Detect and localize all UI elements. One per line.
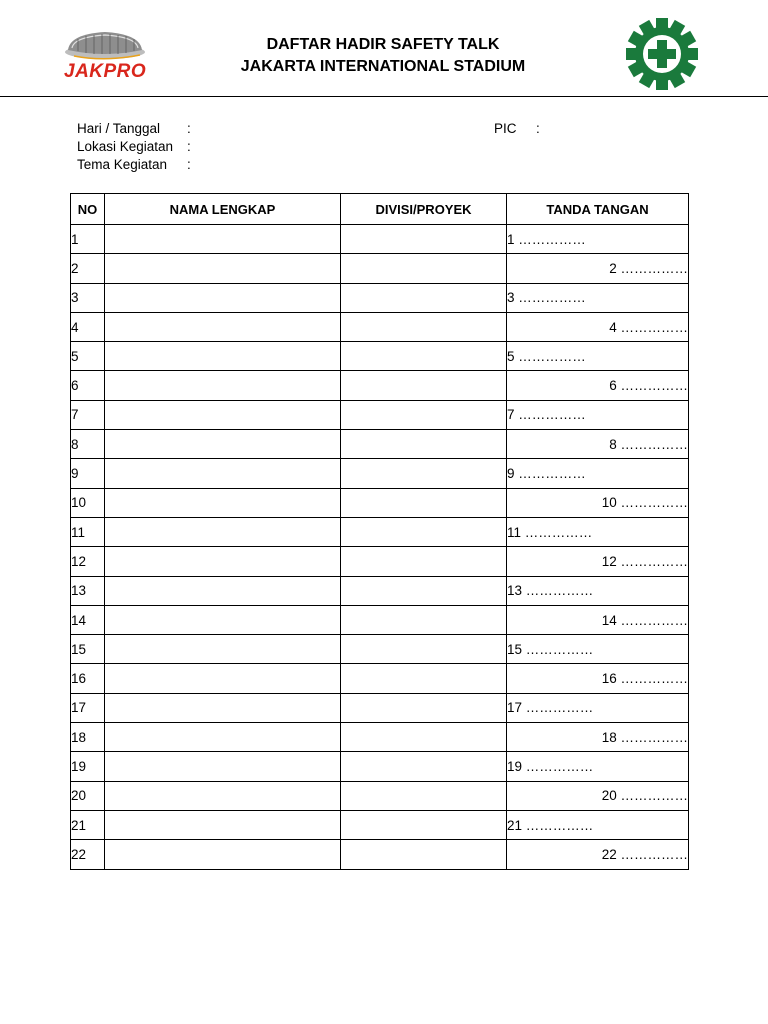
table-row	[71, 605, 689, 634]
row-number: 4	[71, 312, 105, 341]
divisi-proyek-cell[interactable]	[341, 781, 507, 810]
divisi-proyek-cell[interactable]	[341, 810, 507, 839]
nama-lengkap-cell[interactable]	[105, 840, 341, 869]
table-row	[71, 459, 689, 488]
table-row	[71, 283, 689, 312]
nama-lengkap-cell[interactable]	[105, 283, 341, 312]
nama-lengkap-cell[interactable]	[105, 225, 341, 254]
divisi-proyek-cell[interactable]	[341, 312, 507, 341]
divisi-proyek-cell[interactable]	[341, 517, 507, 546]
table-row	[71, 547, 689, 576]
table-row	[71, 430, 689, 459]
header-divisi-proyek: DIVISI/PROYEK	[341, 194, 507, 225]
tanda-tangan-cell[interactable]: 4 ……………	[507, 312, 689, 341]
nama-lengkap-cell[interactable]	[105, 342, 341, 371]
table-row	[71, 225, 689, 254]
row-number: 19	[71, 752, 105, 781]
divisi-proyek-cell[interactable]	[341, 576, 507, 605]
nama-lengkap-cell[interactable]	[105, 459, 341, 488]
divisi-proyek-cell[interactable]	[341, 254, 507, 283]
title-line-1: DAFTAR HADIR SAFETY TALK	[266, 36, 500, 53]
info-right-block	[494, 120, 614, 138]
tanda-tangan-cell[interactable]: 11 ……………	[507, 517, 689, 546]
nama-lengkap-cell[interactable]	[105, 517, 341, 546]
divisi-proyek-cell[interactable]	[341, 547, 507, 576]
k3-safety-logo	[626, 18, 698, 90]
row-number: 6	[71, 371, 105, 400]
row-number: 18	[71, 723, 105, 752]
divisi-proyek-cell[interactable]	[341, 371, 507, 400]
tanda-tangan-cell[interactable]: 20 ……………	[507, 781, 689, 810]
row-number: 3	[71, 283, 105, 312]
tanda-tangan-cell[interactable]: 16 ……………	[507, 664, 689, 693]
table-body	[71, 225, 689, 870]
table-row	[71, 723, 689, 752]
nama-lengkap-cell[interactable]	[105, 371, 341, 400]
document-title	[170, 34, 596, 78]
nama-lengkap-cell[interactable]	[105, 547, 341, 576]
table-row	[71, 840, 689, 869]
nama-lengkap-cell[interactable]	[105, 400, 341, 429]
tanda-tangan-cell[interactable]: 13 ……………	[507, 576, 689, 605]
nama-lengkap-cell[interactable]	[105, 810, 341, 839]
row-number: 21	[71, 810, 105, 839]
header-divider	[0, 96, 768, 97]
row-number: 11	[71, 517, 105, 546]
nama-lengkap-cell[interactable]	[105, 781, 341, 810]
document-header	[0, 0, 768, 97]
row-number: 13	[71, 576, 105, 605]
hari-tanggal-row	[77, 120, 277, 138]
info-left-block	[77, 120, 277, 174]
tema-label: Tema Kegiatan	[77, 157, 168, 172]
header-tanda-tangan: TANDA TANGAN	[507, 194, 689, 225]
row-number: 15	[71, 635, 105, 664]
tanda-tangan-cell[interactable]: 7 ……………	[507, 400, 689, 429]
row-number: 10	[71, 488, 105, 517]
nama-lengkap-cell[interactable]	[105, 723, 341, 752]
row-number: 9	[71, 459, 105, 488]
table-row	[71, 342, 689, 371]
row-number: 12	[71, 547, 105, 576]
tanda-tangan-cell[interactable]: 17 ……………	[507, 693, 689, 722]
title-line-2: JAKARTA INTERNATIONAL STADIUM	[240, 58, 526, 75]
tema-row	[77, 156, 277, 174]
colon: :	[187, 157, 191, 172]
colon: :	[187, 121, 191, 136]
row-number: 1	[71, 225, 105, 254]
divisi-proyek-cell[interactable]	[341, 430, 507, 459]
table-row	[71, 635, 689, 664]
row-number: 20	[71, 781, 105, 810]
divisi-proyek-cell[interactable]	[341, 283, 507, 312]
row-number: 14	[71, 605, 105, 634]
colon: :	[187, 139, 191, 154]
nama-lengkap-cell[interactable]	[105, 488, 341, 517]
nama-lengkap-cell[interactable]	[105, 605, 341, 634]
tanda-tangan-cell[interactable]: 1 ……………	[507, 225, 689, 254]
nama-lengkap-cell[interactable]	[105, 312, 341, 341]
table-row	[71, 810, 689, 839]
tanda-tangan-cell[interactable]: 10 ……………	[507, 488, 689, 517]
row-number: 8	[71, 430, 105, 459]
divisi-proyek-cell[interactable]	[341, 459, 507, 488]
row-number: 16	[71, 664, 105, 693]
tanda-tangan-cell[interactable]: 8 ……………	[507, 430, 689, 459]
lokasi-label: Lokasi Kegiatan	[77, 139, 174, 154]
table-row	[71, 693, 689, 722]
header-no: NO	[71, 194, 105, 225]
tanda-tangan-cell[interactable]: 22 ……………	[507, 840, 689, 869]
divisi-proyek-cell[interactable]	[341, 664, 507, 693]
divisi-proyek-cell[interactable]	[341, 693, 507, 722]
lokasi-row	[77, 138, 277, 156]
table-row	[71, 576, 689, 605]
table-row	[71, 664, 689, 693]
divisi-proyek-cell[interactable]	[341, 723, 507, 752]
table-row	[71, 752, 689, 781]
row-number: 17	[71, 693, 105, 722]
divisi-proyek-cell[interactable]	[341, 840, 507, 869]
divisi-proyek-cell[interactable]	[341, 635, 507, 664]
nama-lengkap-cell[interactable]	[105, 635, 341, 664]
divisi-proyek-cell[interactable]	[341, 225, 507, 254]
table-row	[71, 517, 689, 546]
jakpro-logo	[60, 26, 150, 84]
table-row	[71, 312, 689, 341]
row-number: 5	[71, 342, 105, 371]
nama-lengkap-cell[interactable]	[105, 430, 341, 459]
pic-label: PIC	[494, 121, 517, 136]
nama-lengkap-cell[interactable]	[105, 576, 341, 605]
header-nama-lengkap: NAMA LENGKAP	[105, 194, 341, 225]
tanda-tangan-cell[interactable]: 19 ……………	[507, 752, 689, 781]
table-row	[71, 254, 689, 283]
tanda-tangan-cell[interactable]: 5 ……………	[507, 342, 689, 371]
nama-lengkap-cell[interactable]	[105, 664, 341, 693]
table-row	[71, 400, 689, 429]
tanda-tangan-cell[interactable]: 3 ……………	[507, 283, 689, 312]
tanda-tangan-cell[interactable]: 21 ……………	[507, 810, 689, 839]
table-header-row	[71, 194, 689, 225]
table-row	[71, 371, 689, 400]
pic-row	[494, 120, 614, 138]
divisi-proyek-cell[interactable]	[341, 488, 507, 517]
hari-tanggal-label: Hari / Tanggal	[77, 121, 161, 136]
colon: :	[536, 121, 540, 136]
jakpro-wordmark: JAKPRO	[64, 61, 147, 82]
row-number: 22	[71, 840, 105, 869]
tanda-tangan-cell[interactable]: 14 ……………	[507, 605, 689, 634]
tanda-tangan-cell[interactable]: 6 ……………	[507, 371, 689, 400]
tanda-tangan-cell[interactable]: 12 ……………	[507, 547, 689, 576]
tanda-tangan-cell[interactable]: 9 ……………	[507, 459, 689, 488]
divisi-proyek-cell[interactable]	[341, 342, 507, 371]
tanda-tangan-cell[interactable]: 18 ……………	[507, 723, 689, 752]
nama-lengkap-cell[interactable]	[105, 693, 341, 722]
nama-lengkap-cell[interactable]	[105, 254, 341, 283]
tanda-tangan-cell[interactable]: 15 ……………	[507, 635, 689, 664]
nama-lengkap-cell[interactable]	[105, 752, 341, 781]
stadium-icon	[60, 26, 150, 62]
row-number: 2	[71, 254, 105, 283]
attendance-table	[70, 193, 689, 870]
row-number: 7	[71, 400, 105, 429]
tanda-tangan-cell[interactable]: 2 ……………	[507, 254, 689, 283]
table-row	[71, 488, 689, 517]
divisi-proyek-cell[interactable]	[341, 605, 507, 634]
divisi-proyek-cell[interactable]	[341, 752, 507, 781]
divisi-proyek-cell[interactable]	[341, 400, 507, 429]
safety-gear-cross-icon	[626, 18, 698, 90]
table-row	[71, 781, 689, 810]
